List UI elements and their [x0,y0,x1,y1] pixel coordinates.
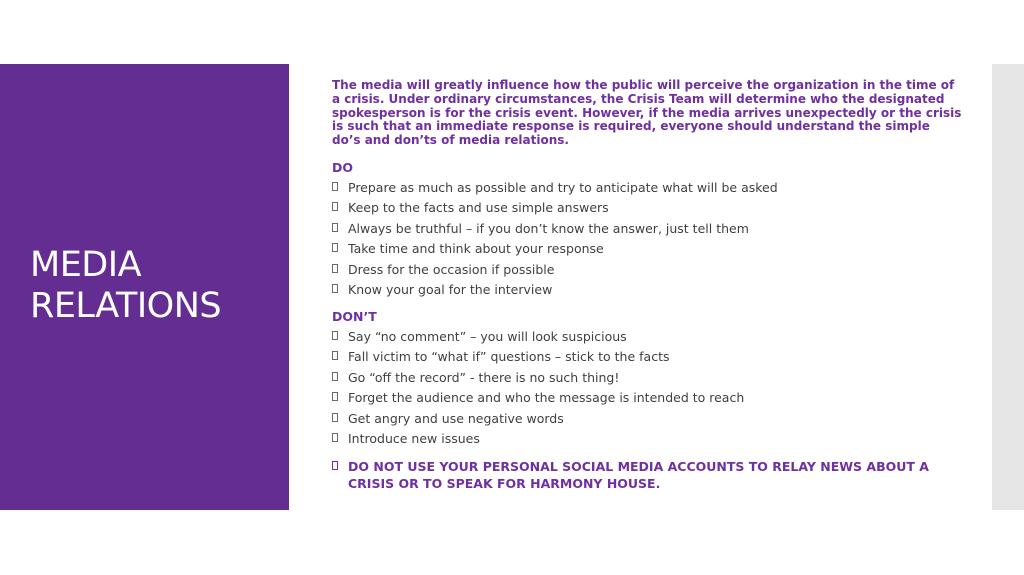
dont-item-text: Say “no comment” – you will look suspicious [348,328,627,344]
square-bullet-icon [332,264,338,273]
dont-item [332,409,962,430]
square-bullet-icon [332,284,338,293]
do-item-text: Prepare as much as possible and try to anticipate what will be asked [348,179,778,195]
slide-content [332,79,962,493]
do-item-text: Dress for the occasion if possible [348,261,555,277]
slide-title-line-2: RELATIONS [30,286,222,326]
do-item [332,178,962,199]
do-list [332,178,962,301]
square-bullet-icon [332,331,338,340]
dont-item [332,429,962,450]
square-bullet-icon [332,372,338,381]
dont-item-text: Introduce new issues [348,431,480,447]
dont-item [332,368,962,389]
side-scroll-strip [992,64,1024,510]
warning-text: DO NOT USE YOUR PERSONAL SOCIAL MEDIA ACCOUNTS TO RELAY NEWS ABOUT A CRISIS OR TO SPEAK FOR HARMONY HOUSE. [348,458,929,492]
dont-item [332,347,962,368]
square-bullet-icon [332,433,338,442]
dont-item-text: Fall victim to “what if” questions – stick to the facts [348,349,670,365]
square-bullet-icon [332,182,338,191]
dont-item [332,327,962,348]
intro-paragraph: The media will greatly influence how the public will perceive the organization in the time of a crisis. Under ordinary circumstances, the Crisis Team will determine who the designated spokesperson is for the crisis event. However, if the media arrives unexpectedly or the crisis is such that an immediate response is required, everyone should understand the simple do’s and don’ts of media relations. [332,78,962,148]
do-item [332,280,962,301]
social-media-warning [332,458,962,493]
square-bullet-icon [332,461,338,470]
do-item [332,219,962,240]
do-item [332,239,962,260]
square-bullet-icon [332,202,338,211]
square-bullet-icon [332,413,338,422]
dont-list [332,327,962,450]
square-bullet-icon [332,392,338,401]
square-bullet-icon [332,351,338,360]
do-item-text: Always be truthful – if you don’t know the answer, just tell them [348,220,749,236]
do-item [332,260,962,281]
do-item-text: Keep to the facts and use simple answers [348,200,609,216]
dont-heading: DON’T [332,308,377,324]
dont-item-text: Get angry and use negative words [348,410,564,426]
do-item-text: Take time and think about your response [348,241,604,257]
slide-title [30,245,280,327]
do-item-text: Know your goal for the interview [348,282,553,298]
slide-title-line-1: MEDIA [30,245,142,285]
square-bullet-icon [332,223,338,232]
dont-item-text: Go “off the record” - there is no such thing! [348,369,620,385]
do-heading: DO [332,159,354,175]
dont-item-text: Forget the audience and who the message is intended to reach [348,390,745,406]
square-bullet-icon [332,243,338,252]
dont-item [332,388,962,409]
do-item [332,198,962,219]
